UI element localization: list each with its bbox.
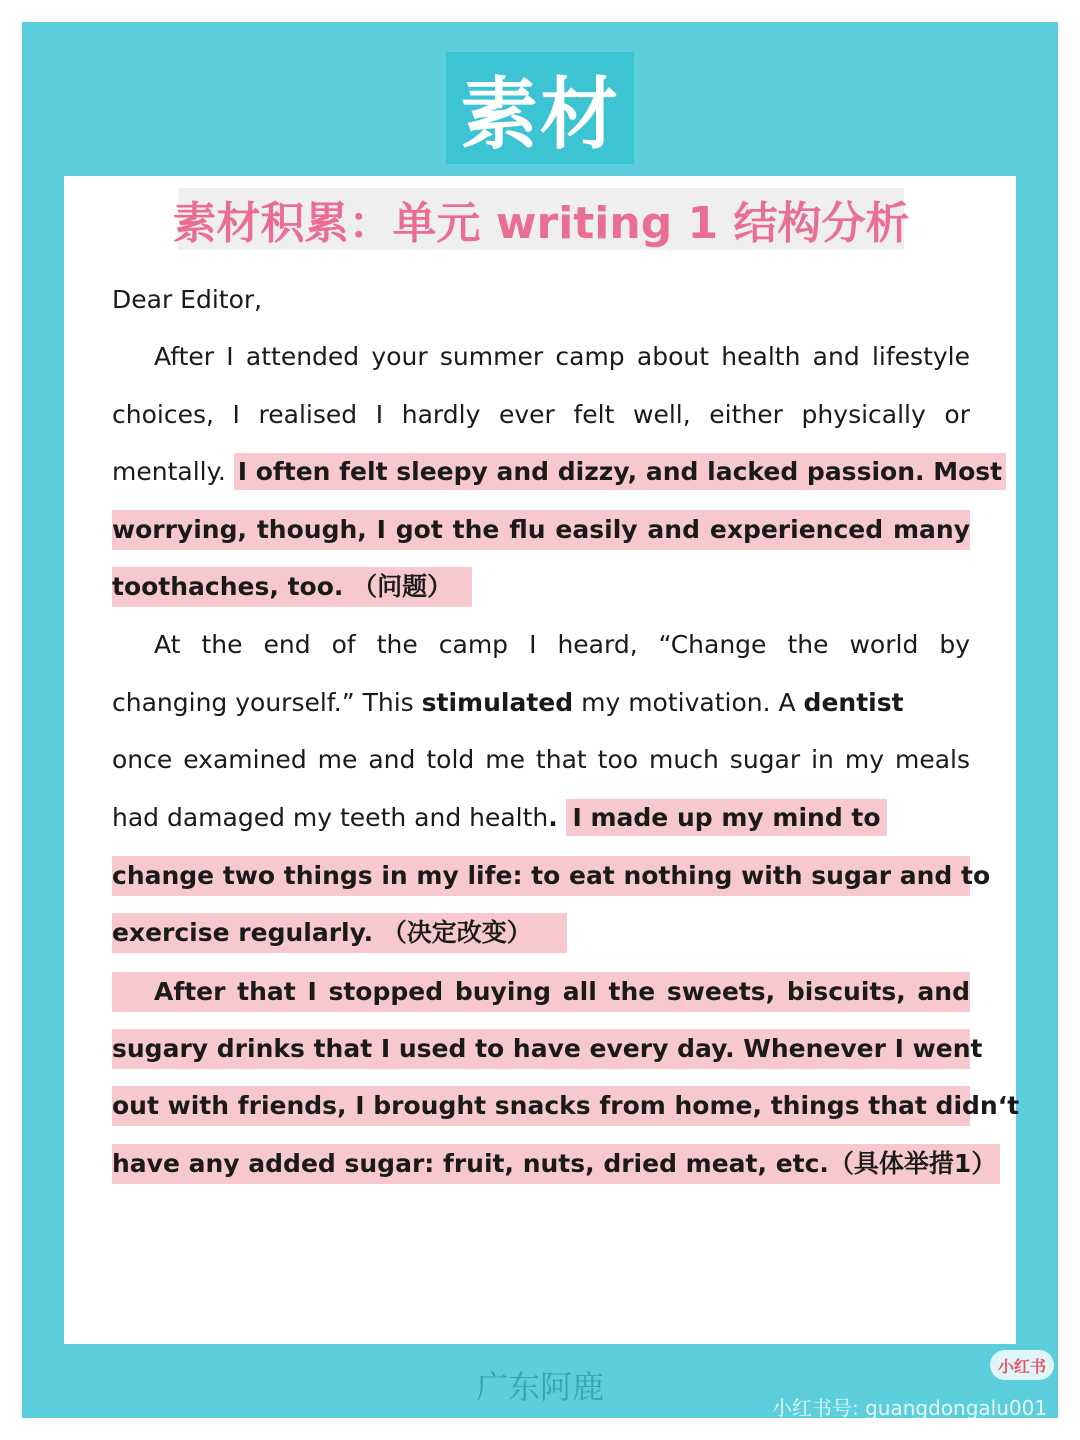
page-subtitle: 素材积累：单元 writing 1 结构分析 [178, 188, 904, 250]
letter-line: After I attended your summer camp about health and lifestyle [154, 342, 970, 371]
bold-word: stimulated [421, 688, 574, 717]
author-name: 广东阿鹿 [475, 1368, 604, 1406]
title-badge: 素材 [446, 52, 634, 164]
letter-text: mentally. [112, 457, 234, 486]
highlighted-line: exercise regularly. （决定改变） [112, 913, 567, 953]
highlighted-text: I made up my mind to [566, 799, 886, 836]
highlighted-line: change two things in my life: to eat nothing with sugar and to [112, 856, 970, 896]
highlighted-line: out with friends, I brought snacks from home, things that didn‘t [112, 1086, 970, 1126]
letter-text: my motivation. A [573, 688, 804, 717]
letter-line: once examined me and told me that too much sugar in my meals [112, 745, 970, 774]
letter-line: choices, I realised I hardly ever felt well, either physically or [112, 400, 970, 429]
highlighted-line: worrying, though, I got the flu easily and experienced many [112, 510, 970, 550]
highlighted-line: sugary drinks that I used to have every day. Whenever I went [112, 1029, 970, 1069]
highlighted-line: toothaches, too. （问题） [112, 567, 472, 607]
bold-word: dentist [803, 688, 904, 717]
letter-line: At the end of the camp I heard, “Change the world by [154, 630, 970, 659]
letter-text: . [548, 803, 567, 832]
letter-line [112, 683, 970, 723]
highlighted-text: I often felt sleepy and dizzy, and lacked passion. Most [234, 453, 1006, 490]
letter-greeting: Dear Editor, [112, 285, 263, 314]
highlighted-line: After that I stopped buying all the sweets, biscuits, and [112, 972, 970, 1012]
watermark-account: 小红书号: guangdongalu001 [772, 1396, 1048, 1420]
letter-text: changing yourself.” This [112, 688, 422, 717]
watermark-logo: 小红书 [990, 1350, 1054, 1380]
highlighted-line: have any added sugar: fruit, nuts, dried meat, etc.（具体举措1） [112, 1144, 1000, 1184]
letter-text: had damaged my teeth and health [112, 803, 549, 832]
letter-line [112, 452, 1003, 492]
letter-line [112, 798, 970, 838]
